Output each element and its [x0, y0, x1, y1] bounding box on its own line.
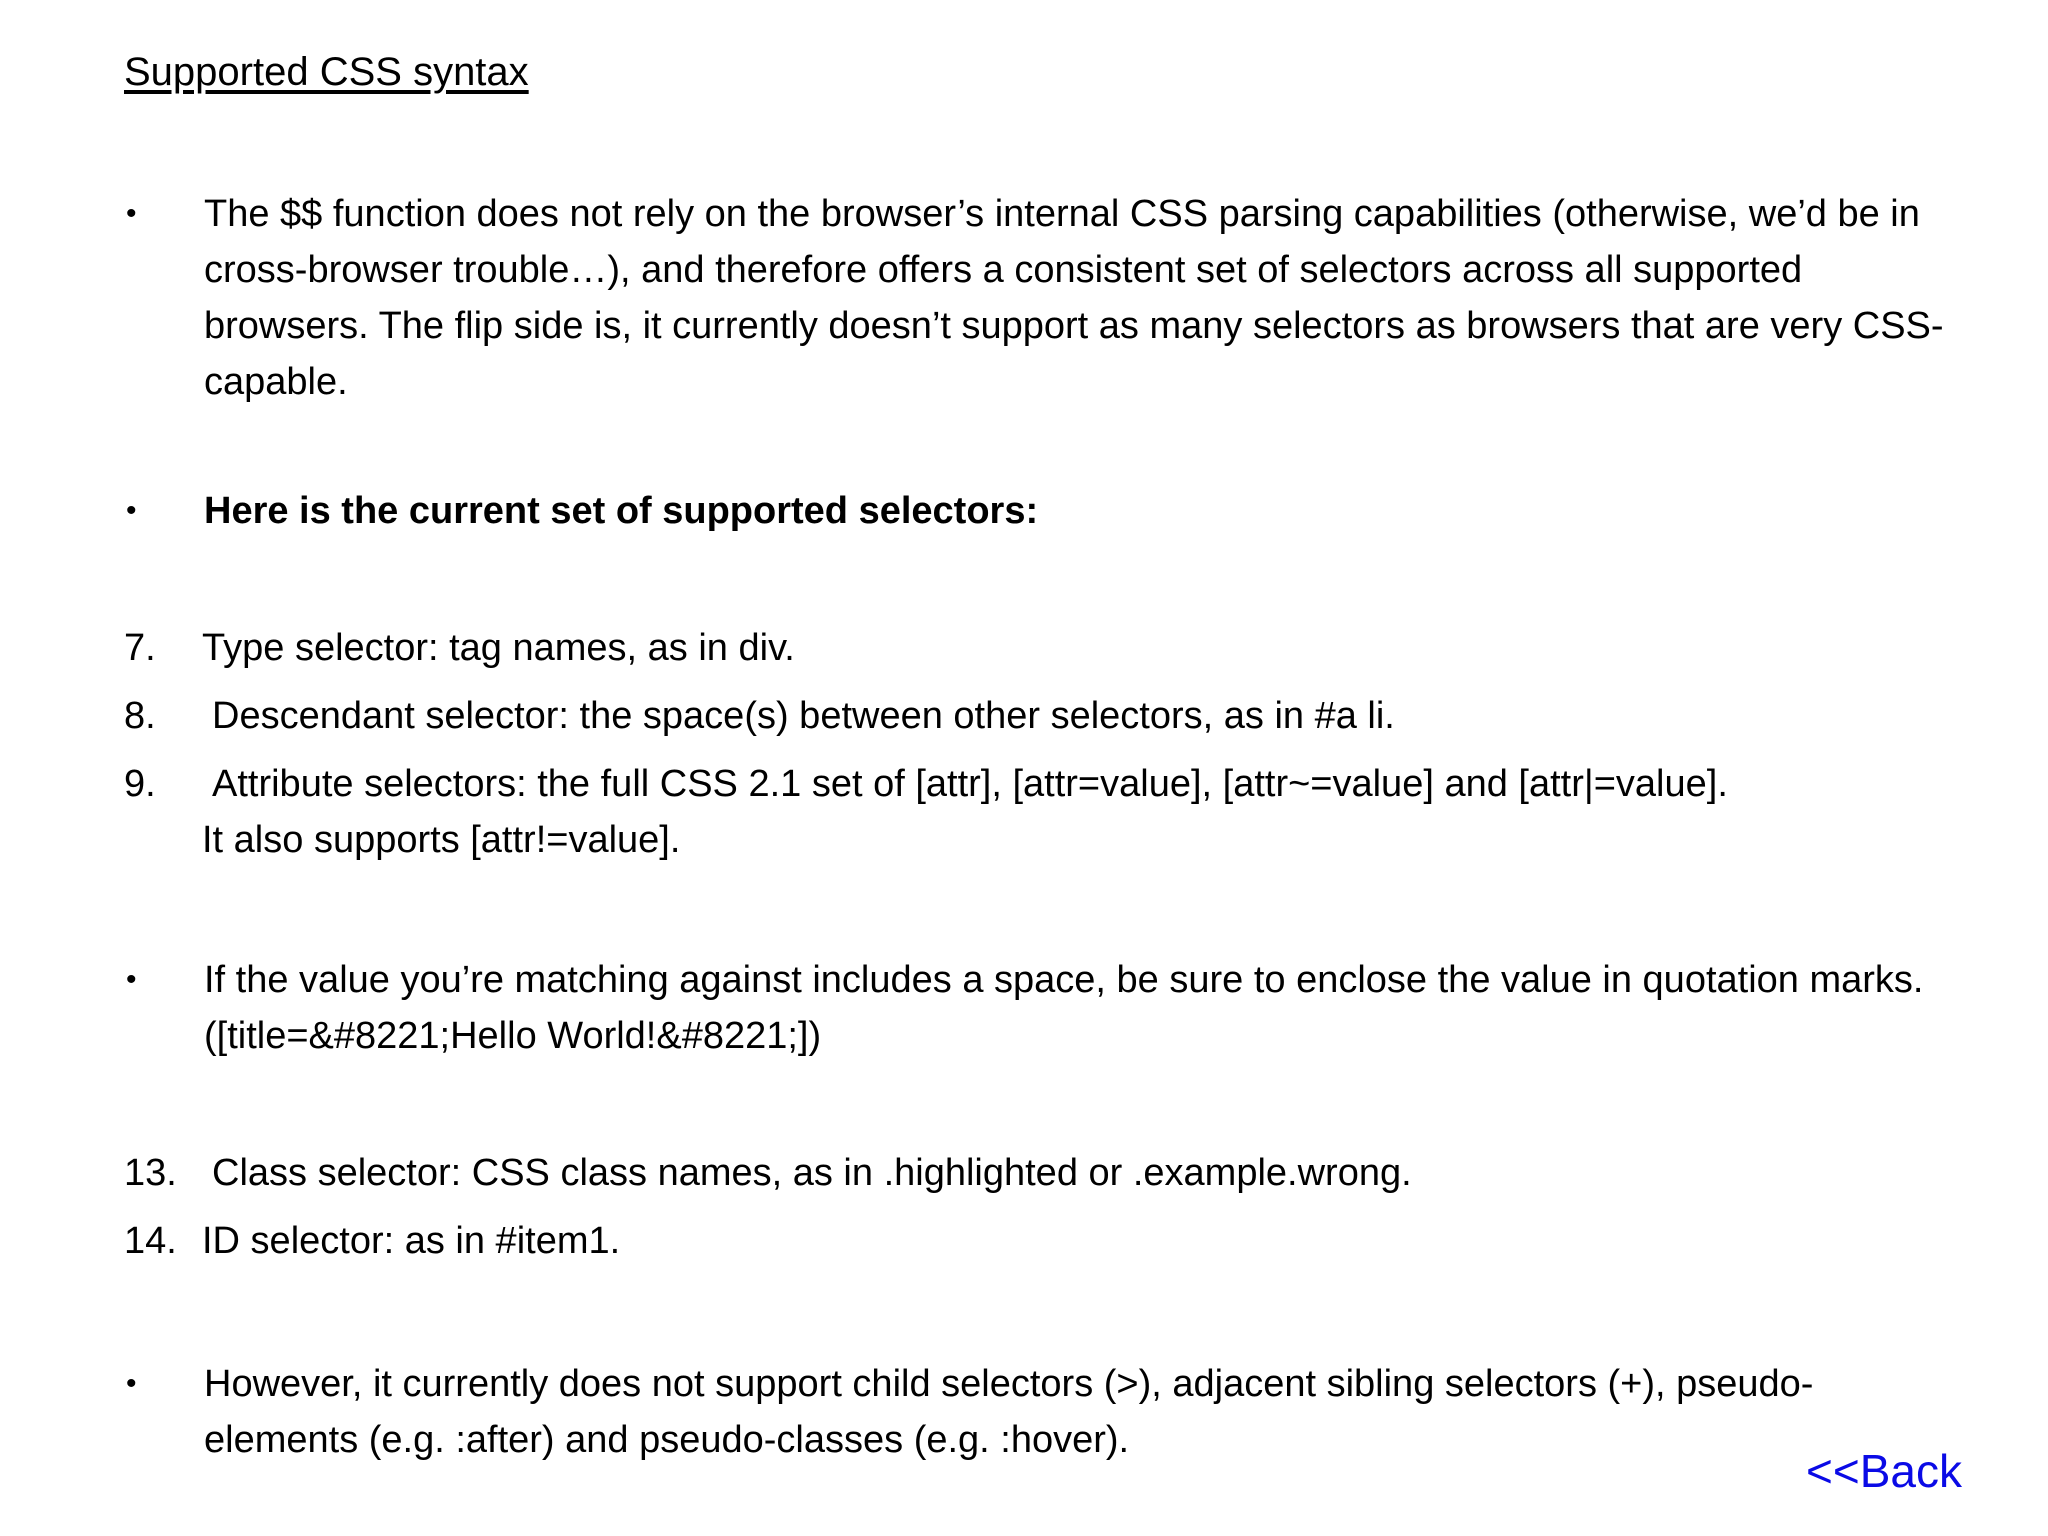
page-title: Supported CSS syntax [124, 50, 529, 94]
list-number: 7. [124, 627, 156, 669]
list-item [124, 756, 1954, 868]
unsupported-bullet [124, 1356, 1954, 1468]
bullet-marker: • [126, 1367, 137, 1400]
list-item-text: Descendant selector: the space(s) between other selectors, as in #a li. [212, 695, 1395, 737]
selector-list-b [124, 1145, 1954, 1281]
list-item [124, 688, 1954, 744]
list-number: 14. [124, 1220, 177, 1262]
quote-note-bullet [124, 952, 1954, 1064]
list-item [124, 620, 1954, 676]
unsupported-text: However, it currently does not support child selectors (>), adjacent sibling selectors (+), pseudo-elements (e.g. :after) and pseudo-classes (e.g. :hover). [204, 1363, 1814, 1461]
list-item [124, 1145, 1954, 1201]
list-item-text: Type selector: tag names, as in div. [202, 627, 795, 669]
list-number: 13. [124, 1152, 177, 1194]
list-item-text: ID selector: as in #item1. [202, 1220, 621, 1262]
list-item-text: Attribute selectors: the full CSS 2.1 set of [attr], [attr=value], [attr~=value] and [attr|=value]. [212, 763, 1728, 805]
selector-list-a [124, 620, 1954, 880]
intro-text: The $$ function does not rely on the browser’s internal CSS parsing capabilities (otherwise, we’d be in cross-browser trouble…), and therefore offers a consistent set of selectors across all supported browsers. The flip side is, it currently doesn’t support as many selectors as browsers that are very CSS-capable. [204, 193, 1944, 403]
back-link[interactable]: <<Back [1806, 1445, 1962, 1497]
intro-bullet [124, 186, 1954, 410]
supported-heading-text: Here is the current set of supported selectors: [204, 490, 1039, 532]
quote-note-text: If the value you’re matching against includes a space, be sure to enclose the value in quotation marks. ([title=&#8221;Hello World!&#8221;]) [204, 959, 1924, 1057]
bullet-marker: • [126, 494, 137, 527]
list-number: 9. [124, 763, 156, 805]
list-number: 8. [124, 695, 156, 737]
list-item-text: Class selector: CSS class names, as in .highlighted or .example.wrong. [212, 1152, 1412, 1194]
bullet-marker: • [126, 963, 137, 996]
list-item [124, 1213, 1954, 1269]
supported-heading-bullet [124, 483, 1954, 539]
bullet-marker: • [126, 197, 137, 230]
list-item-continuation: It also supports [attr!=value]. [202, 819, 681, 861]
list-item-text-group [202, 756, 1954, 868]
